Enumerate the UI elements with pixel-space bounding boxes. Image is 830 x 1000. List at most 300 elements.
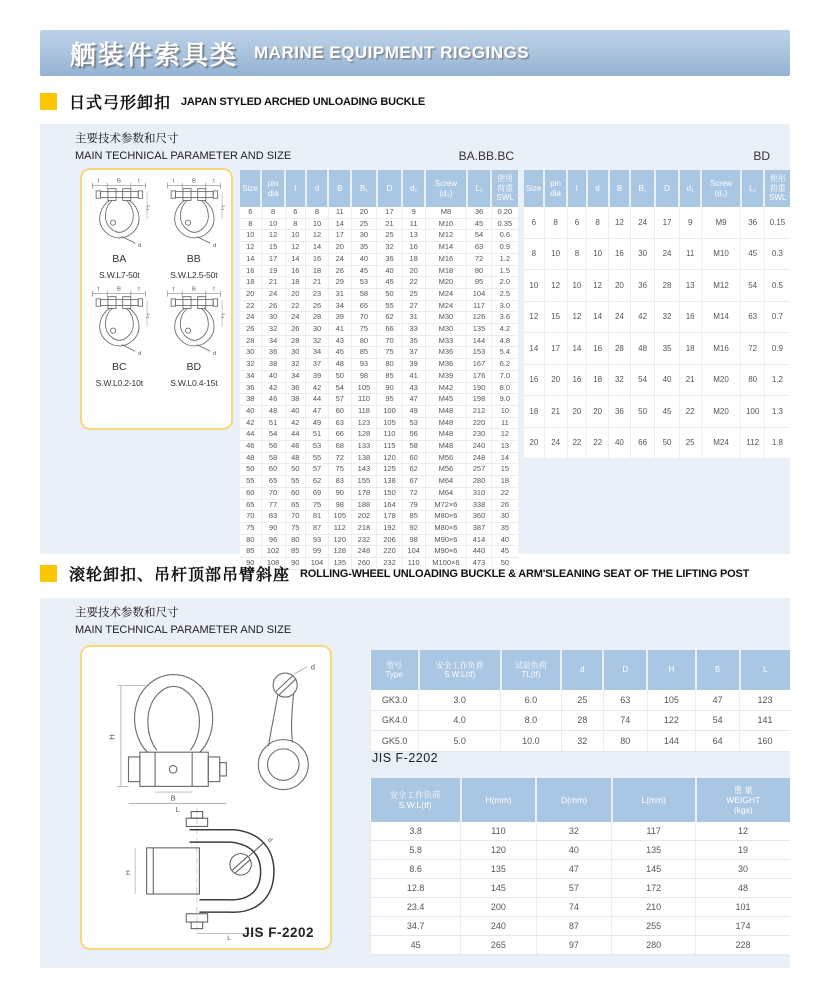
table-cell: 54: [696, 710, 740, 731]
table-cell: 135: [461, 860, 537, 879]
table-cell: 153: [467, 347, 491, 359]
table-cell: 90: [328, 487, 351, 499]
table-cell: 47: [536, 860, 612, 879]
table-cell: 110: [402, 558, 425, 570]
table-cell: 143: [351, 464, 377, 476]
table-row: [240, 324, 518, 336]
table-cell: 72: [402, 487, 425, 499]
table-row: [240, 476, 518, 488]
table-cell: 32: [285, 359, 306, 371]
table-cell: 4.2: [491, 324, 518, 336]
column-header: Screw (d₂): [701, 170, 741, 207]
table-cell: 28: [655, 270, 679, 302]
table-cell: 202: [351, 511, 377, 523]
column-header: 安全工作负荷 S.W.L(tf): [419, 650, 501, 690]
table-cell: 16: [567, 364, 587, 396]
buckle-side-drawing: [250, 659, 324, 811]
table-cell: 120: [377, 452, 403, 464]
shackle-diagram: [157, 282, 232, 388]
table-cell: 65: [261, 476, 285, 488]
table-cell: 176: [467, 370, 491, 382]
table-cell: 6: [524, 207, 544, 238]
table-cell: 21: [306, 277, 329, 289]
gk-parameter-table: [370, 650, 790, 752]
table-cell: 128: [351, 429, 377, 441]
table-row: [240, 464, 518, 476]
table-cell: 18: [587, 364, 609, 396]
table-row: [524, 301, 790, 333]
table-cell: 10: [491, 405, 518, 417]
table-row: [240, 253, 518, 265]
table-cell: 48: [328, 359, 351, 371]
table-cell: 22: [285, 300, 306, 312]
diagram-code-label: BC: [111, 361, 127, 373]
table-cell: 101: [696, 898, 790, 917]
table-cell: 21: [377, 218, 403, 230]
table-cell: 36: [240, 382, 261, 394]
table-cell: M39: [425, 370, 467, 382]
table-cell: 48: [630, 333, 654, 365]
table-cell: M64: [425, 476, 467, 488]
table-cell: 13: [491, 441, 518, 453]
table-cell: 45: [371, 936, 461, 955]
param-note-en: MAIN TECHNICAL PARAMETER AND SIZE: [75, 624, 292, 637]
table-row: [240, 300, 518, 312]
buckle-front-drawing: [100, 661, 252, 813]
table-cell: 122: [647, 710, 695, 731]
table-cell: 85: [351, 347, 377, 359]
table-cell: 60: [328, 405, 351, 417]
table-cell: 0.9: [764, 333, 790, 365]
table-row: [240, 522, 518, 534]
column-header: Size: [524, 170, 544, 207]
banner-title-en: MARINE EQUIPMENT RIGGINGS: [254, 43, 530, 62]
table-cell: 11: [679, 238, 701, 270]
table-cell: 16: [679, 301, 701, 333]
table-row: [524, 238, 790, 270]
table-cell: 28: [306, 312, 329, 324]
table-cell: M64: [425, 487, 467, 499]
table-cell: 104: [306, 558, 329, 570]
table-cell: 414: [467, 534, 491, 546]
table-cell: M30: [425, 312, 467, 324]
table-cell: 16: [306, 253, 329, 265]
table-cell: 265: [461, 936, 537, 955]
table-header-row: [371, 650, 791, 690]
table-cell: 34: [240, 370, 261, 382]
table-row: [240, 452, 518, 464]
dim-label-B: B: [170, 793, 176, 803]
table-cell: 12: [587, 270, 609, 302]
table-cell: 40: [240, 405, 261, 417]
column-header: B: [609, 170, 631, 207]
table-cell: M18: [425, 265, 467, 277]
table-cell: 46: [261, 394, 285, 406]
table-cell: 66: [328, 429, 351, 441]
table-cell: 55: [240, 476, 261, 488]
table-cell: 32: [240, 359, 261, 371]
column-header: H: [647, 650, 695, 690]
table-cell: 36: [467, 207, 491, 218]
table-cell: 10: [567, 270, 587, 302]
table-cell: 47: [306, 405, 329, 417]
jis-caption: JIS F-2202: [242, 925, 314, 940]
table-cell: 218: [351, 522, 377, 534]
section1-heading: [40, 90, 425, 113]
table-cell: 43: [402, 382, 425, 394]
table-cell: 24: [285, 312, 306, 324]
table-cell: 112: [741, 427, 764, 459]
column-header: L₁: [741, 170, 764, 207]
table-cell: 66: [630, 427, 654, 459]
table-cell: 15: [491, 464, 518, 476]
table-cell: 11: [402, 218, 425, 230]
table-cell: 33: [402, 324, 425, 336]
table-cell: 178: [351, 487, 377, 499]
table-cell: 160: [740, 731, 790, 752]
table-cell: 135: [612, 841, 696, 860]
table-cell: 98: [351, 370, 377, 382]
table-cell: M45: [425, 394, 467, 406]
table-cell: 93: [351, 359, 377, 371]
table-cell: 164: [377, 499, 403, 511]
table-cell: 63: [603, 690, 647, 710]
column-header: L(mm): [612, 778, 696, 822]
column-header: D(mm): [536, 778, 612, 822]
table-cell: 57: [306, 464, 329, 476]
table-cell: 62: [377, 312, 403, 324]
table-row: [240, 218, 518, 230]
table-cell: 38: [240, 394, 261, 406]
column-header: 使用 荷重 SWL: [764, 170, 790, 207]
table-cell: 6: [240, 207, 261, 218]
section1-panel: [40, 124, 790, 568]
table-cell: 29: [328, 277, 351, 289]
table-cell: 54: [328, 382, 351, 394]
table-cell: 248: [467, 452, 491, 464]
table-cell: 5.4: [491, 347, 518, 359]
table-cell: 100: [377, 405, 403, 417]
section1-title-en: JAPAN STYLED ARCHED UNLOADING BUCKLE: [181, 95, 425, 108]
table-cell: 1.2: [491, 253, 518, 265]
table-cell: 72: [328, 452, 351, 464]
table-cell: 5.8: [371, 841, 461, 860]
column-header: Screw (d₂): [425, 170, 467, 207]
table-cell: 22: [240, 300, 261, 312]
table-cell: 13: [679, 270, 701, 302]
table-cell: M12: [701, 270, 741, 302]
table-cell: M100×6: [425, 558, 467, 570]
table-cell: 30: [351, 230, 377, 242]
table-cell: 104: [467, 288, 491, 300]
table-cell: 32: [536, 822, 612, 841]
table-cell: 16: [240, 265, 261, 277]
table-cell: 45: [328, 347, 351, 359]
arm-seat-drawing: [90, 805, 322, 941]
diagram-swl-label: S.W.L0.4-15t: [170, 378, 218, 388]
table-cell: 20: [609, 270, 631, 302]
table-cell: 12: [544, 270, 567, 302]
table-cell: 37: [402, 347, 425, 359]
table-header-row: [240, 170, 518, 207]
table-cell: 98: [328, 499, 351, 511]
dim-label-d: d: [310, 662, 315, 672]
table-cell: 4.0: [419, 710, 501, 731]
table-cell: M48: [425, 417, 467, 429]
table-cell: 190: [467, 382, 491, 394]
table-cell: 110: [351, 394, 377, 406]
table-cell: 1.3: [764, 396, 790, 428]
jis-standard-label: JIS F-2202: [372, 751, 439, 765]
table-cell: 240: [467, 441, 491, 453]
table-cell: 20: [240, 288, 261, 300]
column-header: H(mm): [461, 778, 537, 822]
table-cell: 80: [741, 364, 764, 396]
table-cell: 10: [524, 270, 544, 302]
shackle-drawing: [88, 174, 150, 252]
table-cell: 49: [402, 405, 425, 417]
yellow-square-icon: [40, 565, 57, 582]
table-cell: 51: [306, 429, 329, 441]
table-cell: 40: [491, 534, 518, 546]
table-cell: 8: [524, 238, 544, 270]
table-cell: 25: [377, 230, 403, 242]
table-cell: 80: [467, 265, 491, 277]
table-cell: 138: [351, 452, 377, 464]
table-cell: 110: [377, 429, 403, 441]
table-cell: 99: [306, 546, 329, 558]
table-cell: 65: [240, 499, 261, 511]
param-note-en: MAIN TECHNICAL PARAMETER AND SIZE: [75, 150, 292, 163]
shackle-drawing: [88, 282, 150, 360]
table-cell: 257: [467, 464, 491, 476]
table-cell: 72: [467, 253, 491, 265]
table-cell: 65: [285, 499, 306, 511]
table-cell: 23.4: [371, 898, 461, 917]
table-cell: GK4.0: [371, 710, 419, 731]
table-cell: 68: [328, 441, 351, 453]
table-cell: 45: [377, 277, 403, 289]
table-cell: 97: [536, 936, 612, 955]
table-cell: 74: [536, 898, 612, 917]
dim-label-d: d: [265, 836, 274, 844]
column-header: pin dia: [544, 170, 567, 207]
table-cell: 70: [377, 335, 403, 347]
table-row: [371, 690, 791, 710]
table-cell: 4.8: [491, 335, 518, 347]
table-cell: 120: [461, 841, 537, 860]
column-header: d: [587, 170, 609, 207]
column-header: B₁: [630, 170, 654, 207]
table-cell: 26: [240, 324, 261, 336]
shackle-diagram-grid: [82, 174, 231, 388]
table-cell: M20: [701, 364, 741, 396]
table-cell: 10: [306, 218, 329, 230]
table-cell: 34: [306, 347, 329, 359]
table-cell: 18: [285, 277, 306, 289]
table-cell: 144: [467, 335, 491, 347]
table-cell: 118: [351, 405, 377, 417]
table-row: [524, 270, 790, 302]
table-cell: 28: [240, 335, 261, 347]
table-cell: 70: [240, 511, 261, 523]
table-cell: 24: [240, 312, 261, 324]
table-cell: 87: [306, 522, 329, 534]
table-cell: 42: [285, 417, 306, 429]
table-cell: 6: [567, 207, 587, 238]
table-cell: 26: [285, 324, 306, 336]
table-cell: GK5.0: [371, 731, 419, 752]
table-cell: 31: [402, 312, 425, 324]
table-cell: 39: [306, 370, 329, 382]
table-cell: 14: [587, 301, 609, 333]
table-cell: 63: [467, 242, 491, 254]
section2-panel: [40, 598, 790, 968]
table-cell: M12: [425, 230, 467, 242]
table-cell: M20: [701, 396, 741, 428]
table-cell: 98: [402, 534, 425, 546]
table-cell: 11: [491, 417, 518, 429]
table-cell: 90: [377, 382, 403, 394]
table-row: [240, 242, 518, 254]
table-row: [240, 335, 518, 347]
table-cell: 56: [402, 429, 425, 441]
table-cell: 36: [741, 207, 764, 238]
table-cell: 0.6: [491, 230, 518, 242]
table-cell: GK3.0: [371, 690, 419, 710]
table-cell: 45: [351, 265, 377, 277]
table-cell: 10: [587, 238, 609, 270]
table-cell: M10: [701, 238, 741, 270]
table-cell: 30: [240, 347, 261, 359]
table-cell: 25: [679, 427, 701, 459]
table-cell: 40: [261, 370, 285, 382]
table-cell: 24: [609, 301, 631, 333]
table-cell: 8.0: [491, 382, 518, 394]
table-cell: 41: [402, 370, 425, 382]
section2-heading: [40, 562, 749, 585]
table-cell: 32: [609, 364, 631, 396]
table-cell: 8: [306, 207, 329, 218]
table-cell: 60: [285, 487, 306, 499]
table-cell: 30: [306, 324, 329, 336]
column-header: D: [603, 650, 647, 690]
table-cell: 32: [655, 301, 679, 333]
table-cell: 26: [328, 265, 351, 277]
table-header-row: [371, 778, 791, 822]
table-cell: 36: [285, 382, 306, 394]
table-cell: 8.0: [501, 710, 562, 731]
table-cell: 54: [261, 429, 285, 441]
table-cell: 87: [536, 917, 612, 936]
param-note-zh: 主要技术参数和尺寸: [75, 607, 179, 619]
table-row: [240, 288, 518, 300]
table-cell: 32: [306, 335, 329, 347]
table-row: [524, 396, 790, 428]
table-cell: 7.0: [491, 370, 518, 382]
table-cell: 48: [240, 452, 261, 464]
column-header: d₁: [402, 170, 425, 207]
column-header: Size: [240, 170, 261, 207]
table-cell: 85: [377, 370, 403, 382]
table-bd-label: BD: [753, 149, 770, 163]
table-cell: 6.0: [501, 690, 562, 710]
table-row: [240, 359, 518, 371]
table-cell: 20: [328, 242, 351, 254]
table-cell: 30: [630, 238, 654, 270]
column-header: pin dia: [261, 170, 285, 207]
table-cell: 108: [261, 558, 285, 570]
table-cell: 0.35: [491, 218, 518, 230]
table-cell: M56: [425, 464, 467, 476]
table-cell: 83: [261, 511, 285, 523]
table-cell: 20: [587, 396, 609, 428]
table-cell: 50: [655, 427, 679, 459]
table-row: [240, 382, 518, 394]
table-cell: 49: [306, 417, 329, 429]
table-cell: 30: [261, 312, 285, 324]
table-cell: 90: [240, 558, 261, 570]
table-cell: 45: [741, 238, 764, 270]
table-cell: 16: [609, 238, 631, 270]
table-row: [371, 822, 791, 841]
table-row: [240, 347, 518, 359]
table-cell: 58: [351, 288, 377, 300]
table-cell: 0.7: [764, 301, 790, 333]
table-row: [240, 277, 518, 289]
table-cell: 5.0: [419, 731, 501, 752]
table-cell: 387: [467, 522, 491, 534]
table-row: [524, 207, 790, 238]
table-cell: 54: [741, 270, 764, 302]
table-cell: 0.9: [491, 242, 518, 254]
table-cell: 16: [285, 265, 306, 277]
table-cell: 40: [655, 364, 679, 396]
rolling-wheel-diagram-box: [80, 645, 332, 950]
table-cell: 192: [377, 522, 403, 534]
table-cell: 47: [402, 394, 425, 406]
table-cell: 58: [402, 441, 425, 453]
table-cell: 155: [351, 476, 377, 488]
table-cell: 16: [524, 364, 544, 396]
table-cell: 41: [328, 324, 351, 336]
table-cell: 25: [402, 288, 425, 300]
table-cell: 19: [696, 841, 790, 860]
column-header: t: [567, 170, 587, 207]
diagram-code-label: BB: [186, 253, 201, 265]
table-cell: 56: [261, 441, 285, 453]
table-cell: 46: [285, 441, 306, 453]
table-cell: 14: [524, 333, 544, 365]
table-cell: M48: [425, 405, 467, 417]
table-cell: 2.5: [491, 288, 518, 300]
table-cell: 96: [261, 534, 285, 546]
table-cell: 90: [261, 522, 285, 534]
table-cell: 62: [306, 476, 329, 488]
column-header: 使用 荷重 SWL: [491, 170, 518, 207]
table-cell: 220: [377, 546, 403, 558]
table-cell: 80: [351, 335, 377, 347]
dim-label-H: H: [107, 734, 117, 740]
diagram-swl-label: S.W.L7-50t: [98, 270, 140, 280]
table-cell: 31: [328, 288, 351, 300]
table-cell: 34: [261, 335, 285, 347]
table-cell: 85: [285, 546, 306, 558]
table-cell: 212: [467, 405, 491, 417]
table-cell: M30: [425, 324, 467, 336]
table-cell: 3.0: [419, 690, 501, 710]
table-cell: 9.0: [491, 394, 518, 406]
